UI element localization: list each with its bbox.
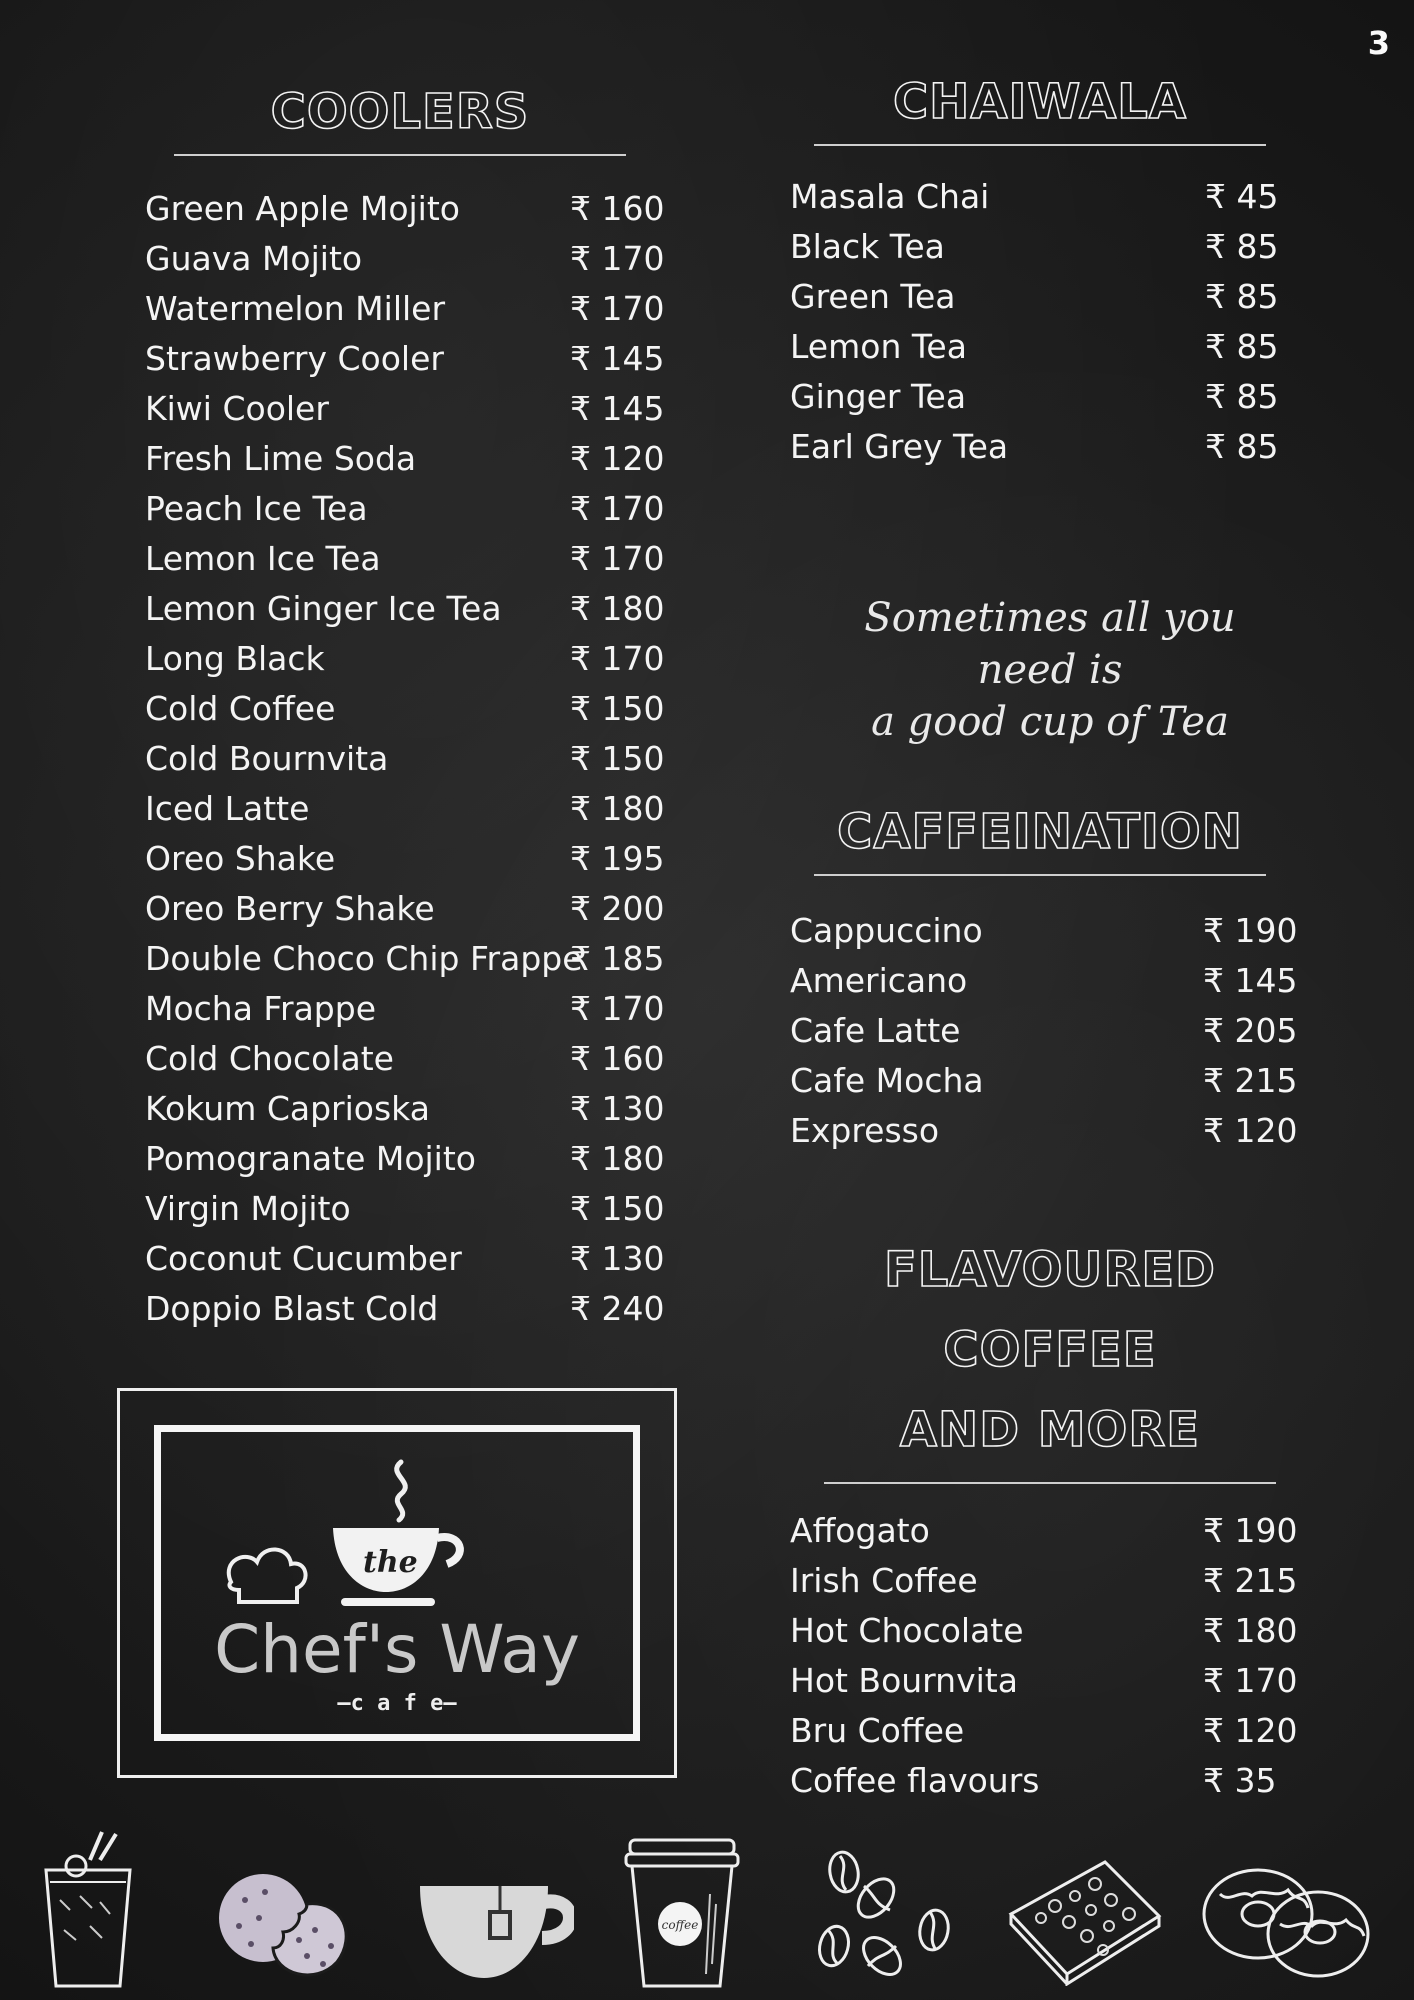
menu-item xyxy=(145,984,705,1034)
donuts-icon xyxy=(1200,1864,1372,1980)
menu-item xyxy=(145,934,705,984)
menu-item-name: Lemon Tea xyxy=(790,326,967,366)
caffeination-section xyxy=(790,792,1310,1156)
menu-item xyxy=(790,906,1310,956)
menu-item xyxy=(790,322,1310,372)
menu-item-price: ₹ 170 xyxy=(570,488,665,528)
menu-item xyxy=(145,834,705,884)
menu-item-name: Cold Coffee xyxy=(145,688,336,728)
menu-item-price: ₹ 150 xyxy=(570,1188,665,1228)
menu-item xyxy=(145,484,705,534)
menu-item xyxy=(145,534,705,584)
tea-quote-line-1: Sometimes all you need is xyxy=(864,595,1236,693)
menu-item-name: Cold Bournvita xyxy=(145,738,389,778)
menu-item-price: ₹ 85 xyxy=(1205,376,1279,416)
caffeination-title-rule xyxy=(814,874,1266,876)
menu-item-name: Coffee flavours xyxy=(790,1761,1040,1800)
menu-item-name: Expresso xyxy=(790,1110,940,1150)
tea-cup-icon xyxy=(418,1882,574,1982)
menu-item-name: Long Black xyxy=(145,638,325,678)
menu-item-name: Coconut Cucumber xyxy=(145,1238,462,1278)
chaiwala-title: CHAIWALA xyxy=(892,74,1188,130)
menu-item-price: ₹ 120 xyxy=(1203,1110,1298,1150)
iced-drink-icon xyxy=(40,1830,136,1990)
menu-item-price: ₹ 240 xyxy=(570,1288,665,1328)
menu-item xyxy=(145,734,705,784)
flavoured-coffee-title-line-1: FLAVOURED COFFEE xyxy=(884,1242,1216,1378)
menu-item xyxy=(790,1006,1310,1056)
menu-item-price: ₹ 215 xyxy=(1203,1561,1298,1600)
logo-the-text: the xyxy=(363,1545,418,1580)
menu-item-price: ₹ 85 xyxy=(1205,226,1279,266)
menu-item-name: Fresh Lime Soda xyxy=(145,438,417,478)
menu-item-price: ₹ 180 xyxy=(570,788,665,828)
menu-item-name: Lemon Ice Tea xyxy=(145,538,381,578)
menu-item xyxy=(145,334,705,384)
menu-item-name: Oreo Berry Shake xyxy=(145,888,435,928)
menu-item-price: ₹ 120 xyxy=(570,438,665,478)
menu-item-name: Cafe Latte xyxy=(790,1010,961,1050)
menu-item xyxy=(145,784,705,834)
menu-item-price: ₹ 145 xyxy=(1203,960,1298,1000)
menu-item xyxy=(145,1184,705,1234)
menu-item-price: ₹ 150 xyxy=(570,738,665,778)
menu-item-name: Hot Chocolate xyxy=(790,1611,1024,1650)
logo-main-text: Chef's Way xyxy=(214,1611,580,1688)
menu-item-name: Irish Coffee xyxy=(790,1561,978,1600)
coolers-title: COOLERS xyxy=(270,84,530,140)
menu-item xyxy=(790,1506,1310,1556)
coffee-cup-icon xyxy=(624,1834,740,1990)
menu-item xyxy=(145,1234,705,1284)
menu-item xyxy=(790,1606,1310,1656)
menu-item xyxy=(790,956,1310,1006)
flavoured-coffee-section xyxy=(790,1230,1310,1806)
menu-item xyxy=(790,272,1310,322)
menu-item-name: Cold Chocolate xyxy=(145,1038,394,1078)
menu-item xyxy=(145,884,705,934)
menu-item-price: ₹ 170 xyxy=(570,288,665,328)
menu-item-price: ₹ 195 xyxy=(570,838,665,878)
menu-item-name: Black Tea xyxy=(790,226,945,266)
menu-item-name: Hot Bournvita xyxy=(790,1661,1018,1700)
menu-item xyxy=(145,1284,705,1334)
menu-item-name: Earl Grey Tea xyxy=(790,426,1009,466)
menu-item xyxy=(145,684,705,734)
menu-item-name: Green Apple Mojito xyxy=(145,188,460,228)
chaiwala-title-rule xyxy=(814,144,1266,146)
menu-item-name: Masala Chai xyxy=(790,176,990,216)
flavoured-coffee-title-rule xyxy=(824,1482,1276,1484)
menu-item xyxy=(790,1056,1310,1106)
tea-quote xyxy=(810,592,1290,748)
menu-item-name: Kokum Caprioska xyxy=(145,1088,430,1128)
menu-item xyxy=(790,422,1310,472)
menu-item-name: Virgin Mojito xyxy=(145,1188,351,1228)
menu-item xyxy=(790,1706,1310,1756)
menu-item xyxy=(790,1106,1310,1156)
menu-item xyxy=(790,172,1310,222)
menu-item-price: ₹ 215 xyxy=(1203,1060,1298,1100)
coolers-section xyxy=(145,72,705,1334)
menu-item-name: Green Tea xyxy=(790,276,956,316)
granola-bar-icon xyxy=(1005,1856,1163,1986)
menu-item-price: ₹ 160 xyxy=(570,188,665,228)
menu-item-price: ₹ 130 xyxy=(570,1238,665,1278)
coffee-cup-label: coffee xyxy=(661,1918,699,1932)
menu-item-name: Cafe Mocha xyxy=(790,1060,984,1100)
menu-item-name: Mocha Frappe xyxy=(145,988,376,1028)
menu-item-price: ₹ 35 xyxy=(1203,1761,1277,1800)
coolers-list xyxy=(145,184,705,1334)
menu-item-name: Kiwi Cooler xyxy=(145,388,329,428)
menu-item xyxy=(145,234,705,284)
menu-item-name: Pomogranate Mojito xyxy=(145,1138,476,1178)
logo-frame xyxy=(117,1388,677,1778)
menu-item-price: ₹ 180 xyxy=(570,588,665,628)
menu-item xyxy=(790,372,1310,422)
coffee-beans-icon xyxy=(812,1850,962,1980)
caffeination-list xyxy=(790,906,1310,1156)
menu-item-price: ₹ 85 xyxy=(1205,426,1279,466)
menu-item-name: Oreo Shake xyxy=(145,838,336,878)
menu-item-price: ₹ 170 xyxy=(570,638,665,678)
menu-item-price: ₹ 200 xyxy=(570,888,665,928)
coolers-title-rule xyxy=(174,154,626,156)
menu-item xyxy=(145,184,705,234)
menu-item-price: ₹ 145 xyxy=(570,388,665,428)
menu-item xyxy=(145,1034,705,1084)
menu-item-price: ₹ 185 xyxy=(570,938,665,978)
menu-item xyxy=(790,1556,1310,1606)
menu-item-price: ₹ 150 xyxy=(570,688,665,728)
cafe-logo xyxy=(161,1432,633,1734)
tea-quote-line-2: a good cup of Tea xyxy=(871,699,1229,745)
menu-item-name: Affogato xyxy=(790,1511,930,1550)
cookies-icon xyxy=(215,1870,355,1980)
menu-item-name: Strawberry Cooler xyxy=(145,338,444,378)
flavoured-coffee-title-line-2: AND MORE xyxy=(899,1402,1201,1458)
page-number: 3 xyxy=(1367,24,1390,62)
caffeination-title: CAFFEINATION xyxy=(837,804,1243,860)
menu-item-price: ₹ 170 xyxy=(1203,1661,1298,1700)
menu-item-name: Bru Coffee xyxy=(790,1711,965,1750)
menu-item-price: ₹ 180 xyxy=(570,1138,665,1178)
logo-cafe-text: —c a f e— xyxy=(337,1691,457,1716)
menu-item-price: ₹ 85 xyxy=(1205,276,1279,316)
menu-item-price: ₹ 130 xyxy=(570,1088,665,1128)
menu-item-name: Americano xyxy=(790,960,968,1000)
menu-item-name: Doppio Blast Cold xyxy=(145,1288,439,1328)
chaiwala-list xyxy=(790,172,1310,472)
menu-item-price: ₹ 180 xyxy=(1203,1611,1298,1650)
chaiwala-section xyxy=(790,62,1310,472)
menu-item xyxy=(145,1134,705,1184)
menu-item xyxy=(145,634,705,684)
menu-item-price: ₹ 170 xyxy=(570,988,665,1028)
menu-item-price: ₹ 170 xyxy=(570,238,665,278)
menu-item-price: ₹ 170 xyxy=(570,538,665,578)
logo-inner-frame xyxy=(154,1425,640,1741)
menu-item-price: ₹ 205 xyxy=(1203,1010,1298,1050)
menu-item-price: ₹ 160 xyxy=(570,1038,665,1078)
menu-item-name: Guava Mojito xyxy=(145,238,363,278)
menu-item-price: ₹ 120 xyxy=(1203,1711,1298,1750)
menu-item-name: Cappuccino xyxy=(790,910,983,950)
menu-item xyxy=(145,584,705,634)
decorative-icon-row xyxy=(0,1830,1414,2000)
menu-item-price: ₹ 190 xyxy=(1203,910,1298,950)
menu-item xyxy=(145,284,705,334)
menu-item-name: Lemon Ginger Ice Tea xyxy=(145,588,502,628)
menu-item-name: Ginger Tea xyxy=(790,376,967,416)
menu-item xyxy=(145,1084,705,1134)
menu-item-name: Watermelon Miller xyxy=(145,288,446,328)
menu-item xyxy=(790,1756,1310,1806)
menu-item xyxy=(145,434,705,484)
flavoured-coffee-list xyxy=(790,1506,1310,1806)
menu-item-name: Peach Ice Tea xyxy=(145,488,368,528)
menu-item xyxy=(790,1656,1310,1706)
menu-item-price: ₹ 45 xyxy=(1205,176,1279,216)
menu-item-price: ₹ 145 xyxy=(570,338,665,378)
menu-item xyxy=(790,222,1310,272)
menu-item-price: ₹ 85 xyxy=(1205,326,1279,366)
menu-item-price: ₹ 190 xyxy=(1203,1511,1298,1550)
menu-item-name: Iced Latte xyxy=(145,788,310,828)
menu-item xyxy=(145,384,705,434)
menu-item-name: Double Choco Chip Frappe xyxy=(145,938,583,978)
